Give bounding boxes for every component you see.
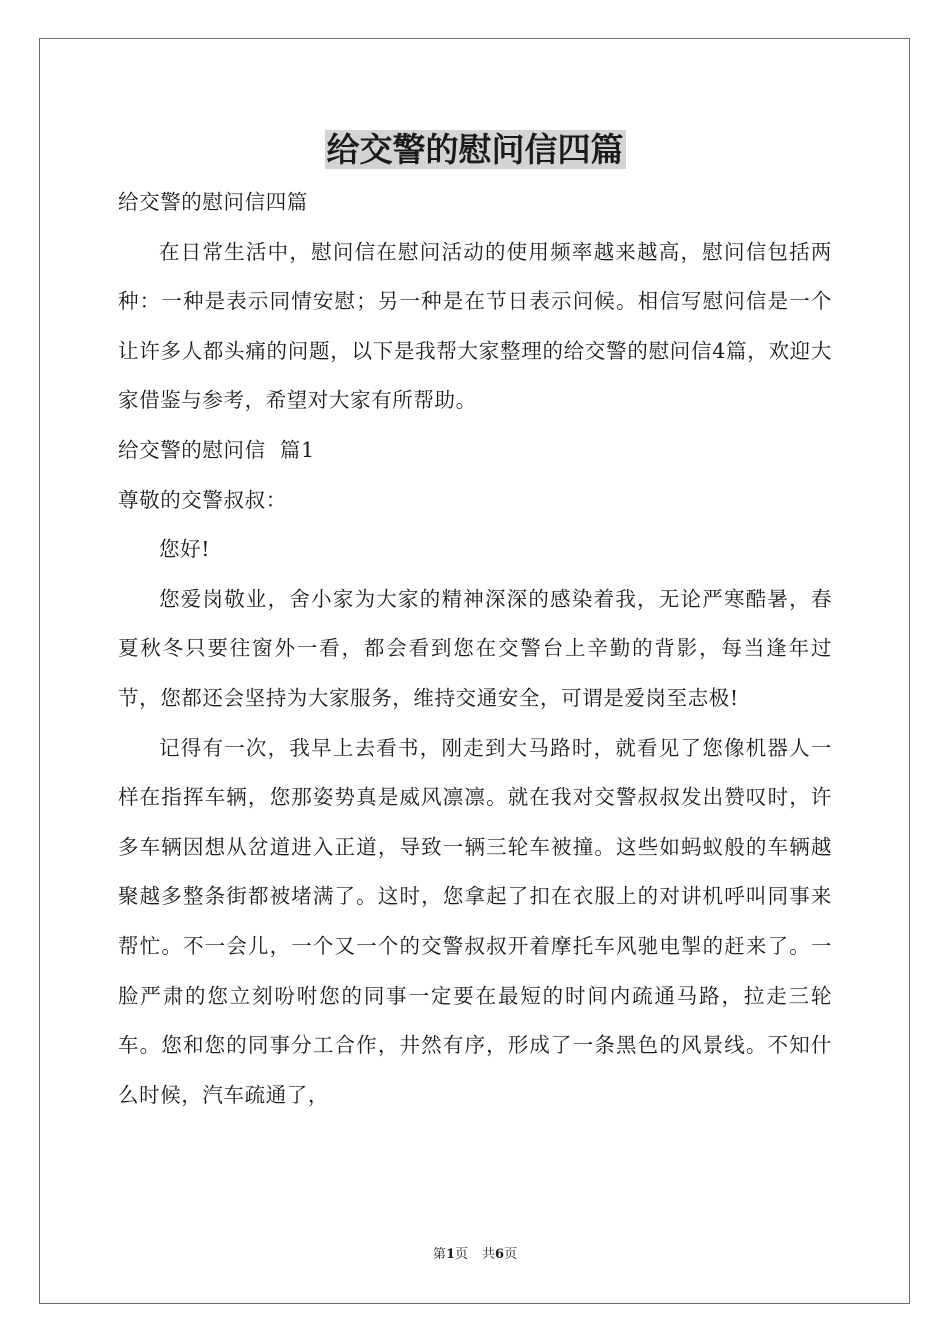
intro-paragraph: 在日常生活中，慰问信在慰问活动的使用频率越来越高，慰问信包括两种：一种是表示同情安慰；另一种是在节日表示问候。相信写慰问信是一个让许多人都头痛的问题，以下是我帮大家整理的给交警的慰问信4篇，欢迎大家借鉴与参考，希望对大家有所帮助。 [118, 239, 832, 413]
page-suffix: 页 [454, 1247, 468, 1262]
page-number: 1 [445, 1247, 455, 1262]
page-footer [0, 1246, 950, 1264]
total-pages: 6 [495, 1247, 505, 1262]
total-prefix: 共 [482, 1247, 496, 1262]
document-title [0, 128, 950, 172]
greeting: 您好! [159, 537, 211, 562]
page-prefix: 第 [432, 1247, 446, 1262]
body-paragraph: 您爱岗敬业，舍小家为大家的精神深深的感染着我，无论严寒酷暑，春夏秋冬只要往窗外一看，都会看到您在交警台上辛勤的背影，每当逢年过节，您都还会坚持为大家服务，维持交通安全，可谓是爱岗至志极! [118, 586, 832, 710]
document-title-text: 给交警的慰问信四篇 [326, 130, 624, 169]
document-body [118, 178, 832, 1120]
body-paragraph: 记得有一次，我早上去看书，刚走到大马路时，就看见了您像机器人一样在指挥车辆，您那姿势真是威风凛凛。就在我对交警叔叔发出赞叹时，许多车辆因想从岔道进入正道，导致一辆三轮车被撞。这些如蚂蚁般的车辆越聚越多整条街都被堵满了。这时，您拿起了扣在衣服上的对讲机呼叫同事来帮忙。不一会儿，一个又一个的交警叔叔开着摩托车风驰电掣的赶来了。一脸严肃的您立刻吩咐您的同事一定要在最短的时间内疏通马路，拉走三轮车。您和您的同事分工合作，井然有序，形成了一条黑色的风景线。不知什么时候，汽车疏通了， [118, 735, 832, 1107]
salutation: 尊敬的交警叔叔： [118, 487, 287, 512]
section-heading: 给交警的慰问信 篇1 [118, 437, 315, 462]
total-suffix: 页 [504, 1247, 518, 1262]
subtitle-line: 给交警的慰问信四篇 [118, 190, 308, 214]
